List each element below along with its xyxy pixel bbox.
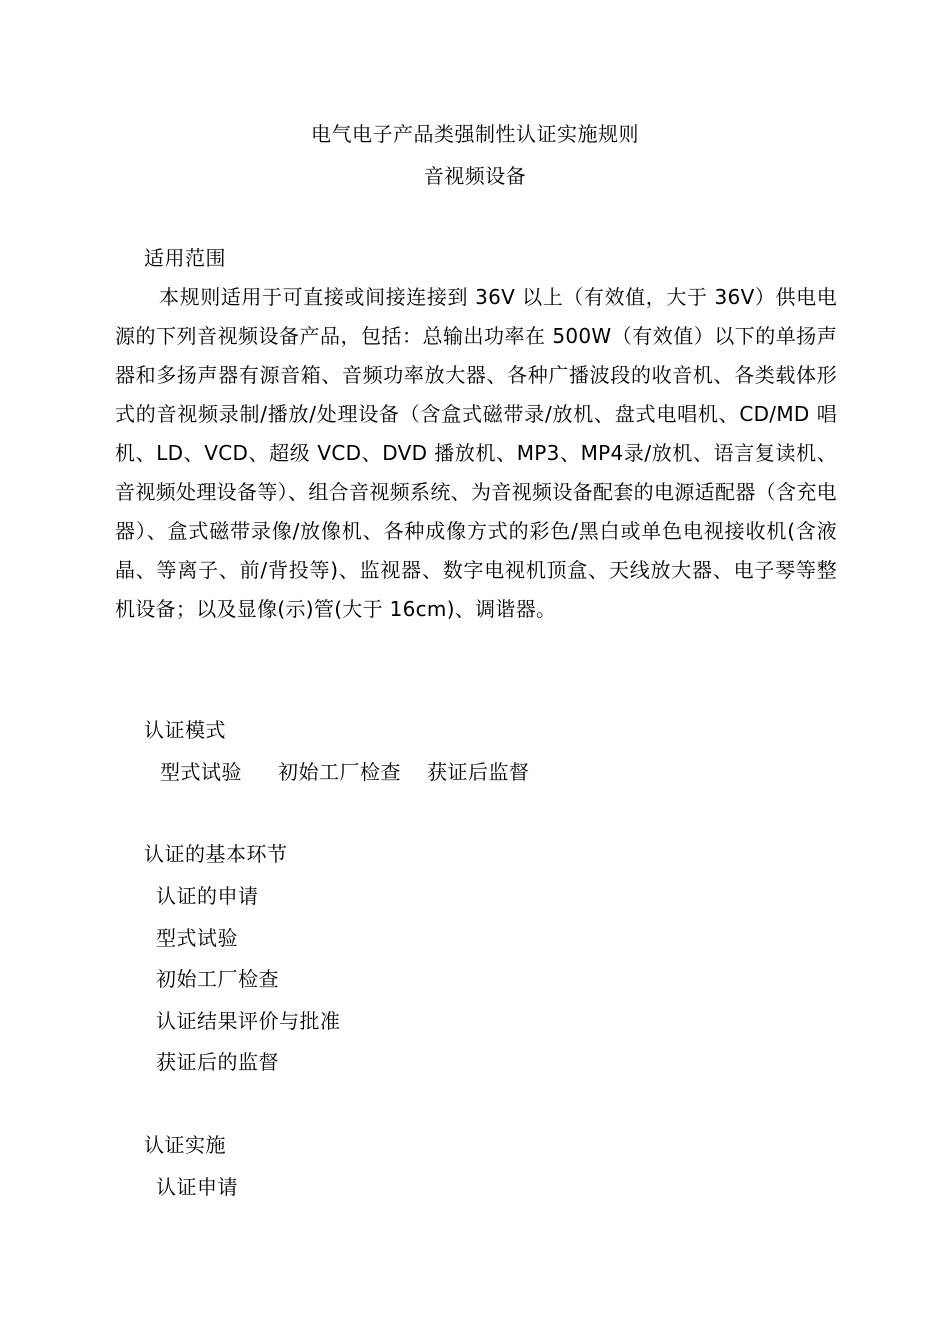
mode-item-type-test: 型式试验 (160, 760, 242, 784)
step-item: 初始工厂检查 (156, 967, 279, 991)
mode-item-factory-inspection: 初始工厂检查 (278, 760, 401, 784)
scope-heading: 适用范围 (144, 246, 226, 270)
steps-heading: 认证的基本环节 (144, 842, 288, 866)
step-item: 认证的申请 (156, 884, 259, 908)
mode-item-post-certification-surveillance: 获证后监督 (427, 760, 530, 784)
scope-paragraph: 本规则适用于可直接或间接连接到 36V 以上（有效值，大于 36V）供电电源的下列音视频设备产品，包括：总输出功率在 500W（有效值）以下的单扬声器和多扬声器有源音箱、音频功率放大器、各种广播波段的收音机、各类载体形式的音视频录制/播放/处理设备（含盒式磁带录/放机、盘式电唱机、CD/MD 唱机、LD、VCD、超级 VCD、DVD 播放机、MP3、MP4录/放机、语言复读机、音视频处理设备等）、组合音视频系统、为音视频设备配套的电源适配器（含充电器）、盒式磁带录像/放像机、各种成像方式的彩色/黑白或单色电视接收机(含液晶、等离子、前/背投等)、监视器、数字电视机顶盒、天线放大器、电子琴等整机设备；以及显像(示)管(大于 16cm)、调谐器。 (115, 285, 837, 621)
implementation-heading: 认证实施 (144, 1133, 226, 1157)
document-subtitle: 音视频设备 (423, 164, 527, 188)
mode-heading: 认证模式 (144, 718, 226, 742)
step-item: 获证后的监督 (156, 1050, 279, 1074)
mode-list (160, 758, 530, 786)
step-item: 认证结果评价与批准 (156, 1009, 341, 1033)
document-title: 电气电子产品类强制性认证实施规则 (311, 122, 639, 146)
step-item: 型式试验 (156, 926, 238, 950)
implementation-item: 认证申请 (156, 1175, 238, 1199)
